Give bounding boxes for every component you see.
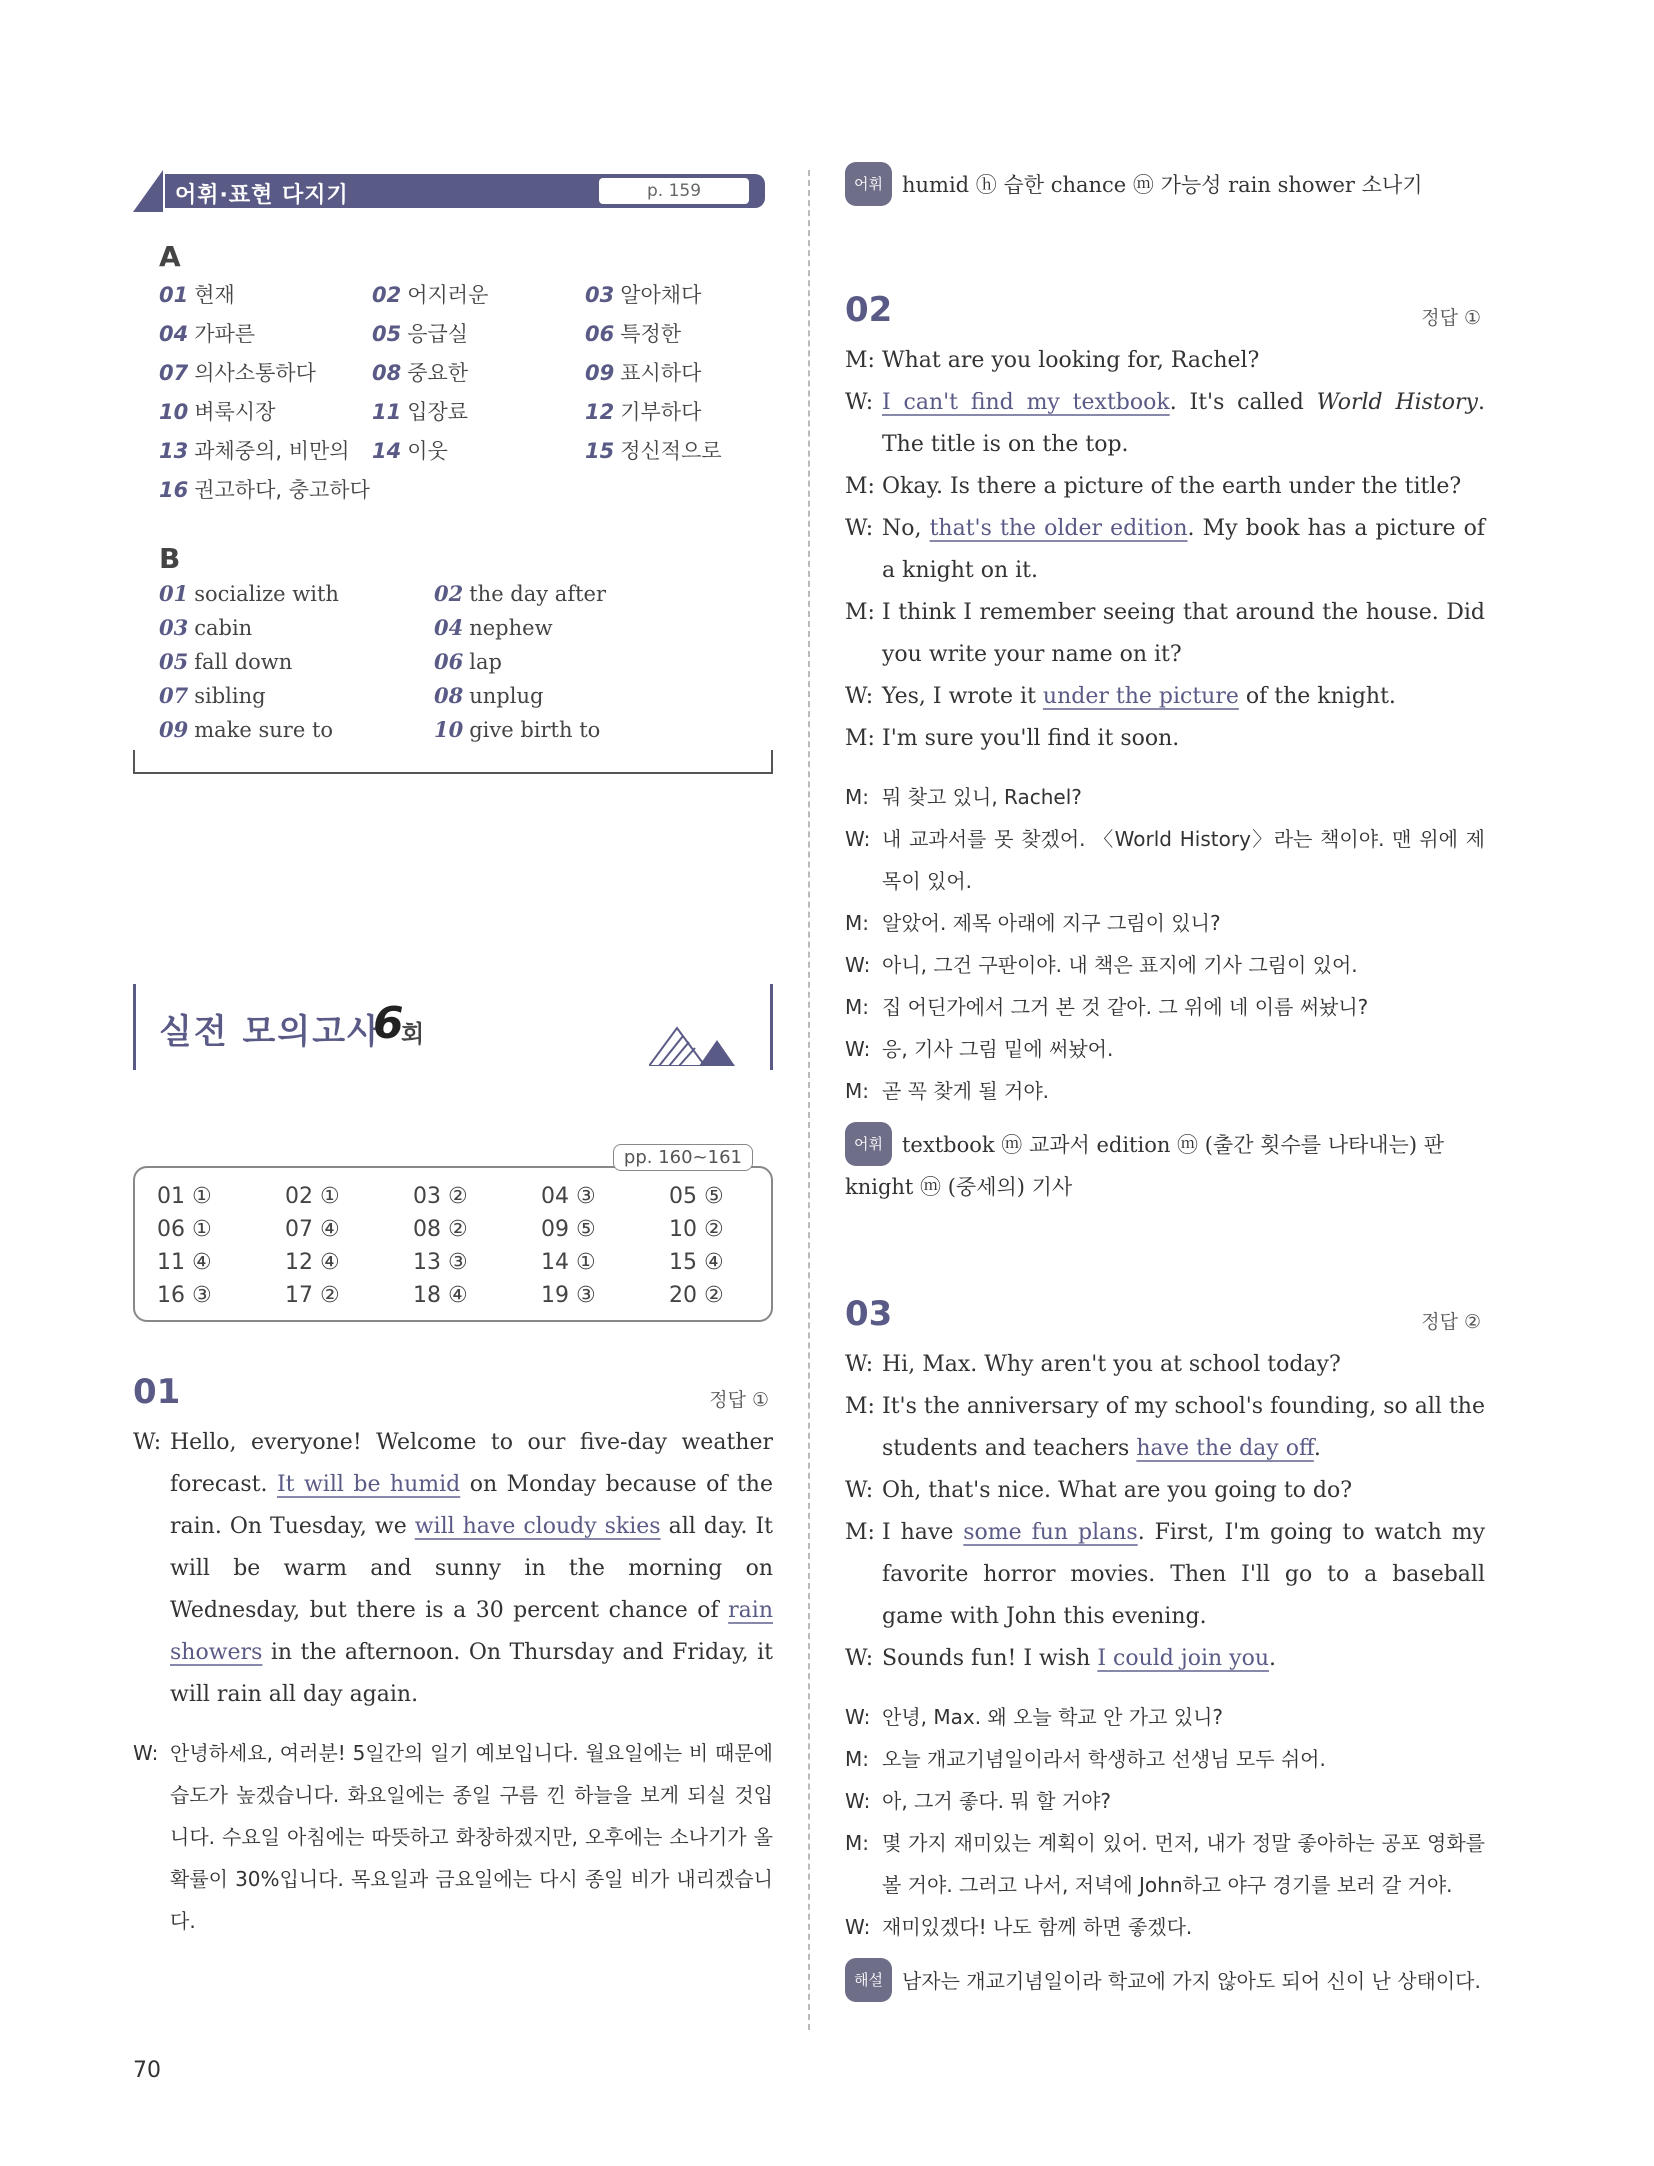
answer-item: 08 ② <box>413 1217 468 1242</box>
translation-line <box>845 776 1485 818</box>
vocab-item-number: 07 <box>159 361 189 385</box>
speaker-label: W: <box>845 1915 871 1939</box>
vocab-item-text: cabin <box>194 616 253 640</box>
speaker-label: W: <box>845 516 874 541</box>
answer-item: 07 ④ <box>285 1217 340 1242</box>
speaker-label: W: <box>845 1478 874 1503</box>
vocab-item <box>159 318 372 348</box>
translation-line <box>845 1696 1485 1738</box>
vocab-item-number: 12 <box>585 400 615 424</box>
vocab-item-number: 11 <box>372 400 402 424</box>
vocab-item <box>585 279 785 309</box>
dialogue-line <box>845 508 1485 592</box>
vocab-item-text: socialize with <box>194 582 339 606</box>
vocab-item <box>159 435 372 465</box>
vocab-item-number: 15 <box>585 439 615 463</box>
speaker-label: M: <box>845 1394 875 1419</box>
speaker-label: W: <box>845 827 871 851</box>
vocab-item <box>372 318 585 348</box>
answer-item: 06 ① <box>157 1217 212 1242</box>
line-text <box>882 1512 1485 1638</box>
q02-header <box>845 290 1485 330</box>
answer-item: 14 ① <box>541 1250 596 1275</box>
dialogue-line <box>845 340 1485 382</box>
q03-explanation <box>845 1958 1485 2002</box>
vocab-item-number: 02 <box>372 283 402 307</box>
answer-item: 09 ⑤ <box>541 1217 596 1242</box>
speaker-label: W: <box>845 1646 874 1671</box>
line-text <box>882 508 1485 592</box>
vocab-item-number: 14 <box>372 439 402 463</box>
speaker-label: W: <box>845 390 874 415</box>
speaker-label: M: <box>845 995 869 1019</box>
text-segment: . <box>1313 1436 1321 1461</box>
translation-text: 몇 가지 재미있는 계획이 있어. 먼저, 내가 정말 좋아하는 공포 영화를 볼 거야. 그러고 나서, 저녁에 John하고 야구 경기를 보러 갈 거야. <box>882 1831 1485 1897</box>
answer-item: 02 ① <box>285 1184 340 1209</box>
vocab-item-text: 응급실 <box>407 322 469 346</box>
text-segment: Hi, Max. Why aren't you at school today? <box>882 1352 1341 1377</box>
line-text <box>882 676 1485 718</box>
vocab-item-number: 06 <box>585 322 615 346</box>
text-segment: . It's called <box>1169 390 1317 415</box>
answer-key <box>133 1147 773 1322</box>
vocab-item <box>372 435 585 465</box>
text-segment: Yes, I wrote it <box>882 684 1043 709</box>
vocab-item-number: 16 <box>159 478 189 502</box>
vocab-item-text: lap <box>469 650 502 674</box>
answer-item: 15 ④ <box>669 1250 724 1275</box>
vocab-item <box>372 279 585 309</box>
text-segment: World History <box>1316 390 1478 415</box>
translation-text: 안녕, Max. 왜 오늘 학교 안 가고 있니? <box>882 1705 1224 1729</box>
translation-text: 곧 꼭 찾게 될 거야. <box>882 1079 1050 1103</box>
q02-vocab-note <box>845 1122 1485 1208</box>
line-text <box>882 466 1485 508</box>
dialogue-line <box>845 466 1485 508</box>
vocab-item-text: 현재 <box>194 283 235 307</box>
header-triangle <box>133 170 163 212</box>
q01-header <box>133 1372 773 1412</box>
q02-answer: 정답 ① <box>1421 307 1481 329</box>
text-segment: of the knight. <box>1238 684 1396 709</box>
vocab-item-text: 입장료 <box>407 400 469 424</box>
vocab-item <box>585 435 785 465</box>
answer-item: 10 ② <box>669 1217 724 1242</box>
mock-number: 6 <box>373 998 404 1049</box>
vocab-item <box>585 396 785 426</box>
answer-item: 03 ② <box>413 1184 468 1209</box>
key-phrase: under the picture <box>1042 684 1239 709</box>
answer-item: 19 ③ <box>541 1283 596 1308</box>
vocab-item-text: nephew <box>469 616 553 640</box>
vocab-item-number: 03 <box>585 283 615 307</box>
text-segment: Sounds fun! I wish <box>882 1646 1098 1671</box>
vocab-item <box>159 474 372 504</box>
q01-vocab: humid ⓗ 습한 chance ⓜ 가능성 rain shower 소나기 <box>901 173 1423 197</box>
vocab-item-text: 어지러운 <box>407 283 489 307</box>
q02-number: 02 <box>845 290 893 330</box>
translation-line <box>845 1780 1485 1822</box>
speaker-label: W: <box>845 1352 874 1377</box>
vocab-item-text: sibling <box>194 684 266 708</box>
q02-vocab: textbook ⓜ 교과서 edition ⓜ (출간 횟수를 나타내는) 판 knight ⓜ (중세의) 기사 <box>845 1133 1445 1199</box>
translation-line <box>845 1028 1485 1070</box>
speaker-label: M: <box>845 726 875 751</box>
mock-exam-banner <box>133 984 773 1074</box>
speaker-label: M: <box>845 1079 869 1103</box>
speaker-label: W: <box>845 1705 871 1729</box>
dialogue-line <box>845 592 1485 676</box>
speaker-label: M: <box>845 348 875 373</box>
translation-text: 재미있겠다! 나도 함께 하면 좋겠다. <box>882 1915 1193 1939</box>
text-segment: . <box>1268 1646 1276 1671</box>
speaker-label: M: <box>845 1520 875 1545</box>
speaker-label: W: <box>133 1741 159 1765</box>
translation-text: 알았어. 제목 아래에 지구 그림이 있니? <box>882 911 1221 935</box>
key-phrase: that's the older edition <box>929 516 1188 541</box>
text-segment: . First, I'm going to watch my favorite horror movies. Then I'll go to a baseball game with John this evening. <box>882 1520 1486 1629</box>
line-text <box>882 340 1485 382</box>
vocab-item-text: 표시하다 <box>620 361 702 385</box>
answer-item: 04 ③ <box>541 1184 596 1209</box>
vocab-item-text: the day after <box>469 582 607 606</box>
vocab-item-text: 기부하다 <box>620 400 702 424</box>
answer-item: 20 ② <box>669 1283 724 1308</box>
explanation-tag: 해설 <box>845 1958 892 2002</box>
dialogue-line <box>845 1512 1485 1638</box>
text-segment: I think I remember seeing that around the house. Did you write your name on it? <box>882 600 1485 667</box>
answer-item: 11 ④ <box>157 1250 212 1275</box>
speaker-label: M: <box>845 600 875 625</box>
vocab-bracket <box>133 750 773 774</box>
vocab-item <box>434 717 709 742</box>
vocab-item <box>159 279 372 309</box>
vocab-item-number: 03 <box>159 615 189 640</box>
q02-dialogue <box>845 340 1485 760</box>
translation-text: 내 교과서를 못 찾겠어. 〈World History〉라는 책이야. 맨 위에 제목이 있어. <box>882 827 1485 893</box>
vocab-item-number: 05 <box>159 649 189 674</box>
line-text <box>882 1638 1485 1680</box>
q03-explanation-text: 남자는 개교기념일이라 학교에 가지 않아도 되어 신이 난 상태이다. <box>901 1969 1481 1993</box>
q03-dialogue <box>845 1344 1485 1680</box>
line-text <box>882 592 1485 676</box>
answer-page-ref: pp. 160~161 <box>613 1144 753 1171</box>
text-segment: Hello, everyone! Welcome to our five-day weather forecast. <box>170 1430 773 1497</box>
translation-line <box>845 902 1485 944</box>
dialogue-line <box>845 382 1485 466</box>
vocab-item-number: 06 <box>434 649 464 674</box>
translation-line <box>845 944 1485 986</box>
text-segment: . The title is on the top. <box>882 390 1485 457</box>
vocab-item-number: 01 <box>159 283 189 307</box>
vocab-item-text: 과체중의, 비만의 <box>194 439 350 463</box>
text-segment: I'm sure you'll find it soon. <box>882 726 1180 751</box>
line-text <box>882 1386 1485 1470</box>
vocab-item <box>159 615 434 640</box>
column-divider <box>808 170 810 2030</box>
answer-item: 12 ④ <box>285 1250 340 1275</box>
key-phrase: I can't find my textbook <box>882 390 1170 415</box>
vocab-item-number: 05 <box>372 322 402 346</box>
vocab-item <box>159 396 372 426</box>
vocab-item <box>585 318 785 348</box>
vocab-item <box>434 581 709 606</box>
vocab-item <box>159 683 434 708</box>
answer-grid <box>133 1166 773 1322</box>
translation-text: 집 어딘가에서 그거 본 것 같아. 그 위에 네 이름 써놨니? <box>882 995 1369 1019</box>
key-phrase: will have cloudy skies <box>414 1514 661 1539</box>
vocab-item <box>159 717 434 742</box>
vocab-page-ref: p. 159 <box>599 178 749 204</box>
translation-text: 오늘 개교기념일이라서 학생하고 선생님 모두 쉬어. <box>882 1747 1326 1771</box>
translation-line <box>133 1732 773 1942</box>
vocab-item-number: 08 <box>372 361 402 385</box>
translation-line <box>845 1906 1485 1948</box>
vocab-item <box>434 649 709 674</box>
vocab-header <box>133 170 773 218</box>
speaker-label: W: <box>845 684 874 709</box>
key-phrase: It will be humid <box>276 1472 461 1497</box>
q03-translation <box>845 1696 1485 1948</box>
answer-item: 01 ① <box>157 1184 212 1209</box>
text-segment: I have <box>882 1520 964 1545</box>
key-phrase: rain showers <box>170 1598 773 1665</box>
speaker-label: M: <box>845 1831 869 1855</box>
dialogue-line <box>845 1638 1485 1680</box>
vocab-item-text: fall down <box>194 650 293 674</box>
vocab-item <box>372 396 585 426</box>
dialogue-line <box>845 676 1485 718</box>
q01-number: 01 <box>133 1372 181 1412</box>
vocab-item-text: 정신적으로 <box>620 439 722 463</box>
answer-item: 16 ③ <box>157 1283 212 1308</box>
vocab-item <box>434 683 709 708</box>
q01-answer: 정답 ① <box>709 1389 769 1411</box>
dialogue-line <box>845 718 1485 760</box>
q01-vocab-note <box>845 162 1485 206</box>
key-phrase: have the day off <box>1136 1436 1314 1461</box>
line-text <box>882 718 1485 760</box>
vocab-item-number: 01 <box>159 581 189 606</box>
answer-item: 13 ③ <box>413 1250 468 1275</box>
translation-line <box>845 1070 1485 1112</box>
vocab-a-list <box>159 279 773 504</box>
text-segment: No, <box>882 516 930 541</box>
vocab-item-text: 이웃 <box>407 439 448 463</box>
translation-text: 아, 그거 좋다. 뭐 할 거야? <box>882 1789 1111 1813</box>
speaker-label: M: <box>845 1747 869 1771</box>
line-text <box>882 382 1485 466</box>
translation-text: 응, 기사 그림 밑에 써놨어. <box>882 1037 1114 1061</box>
speaker-label: W: <box>845 953 871 977</box>
left-column <box>133 170 773 1942</box>
vocab-item <box>372 357 585 387</box>
q01-translation <box>133 1732 773 1942</box>
q03-answer: 정답 ② <box>1421 1311 1481 1333</box>
translation-text: 아니, 그건 구판이야. 내 책은 표지에 기사 그림이 있어. <box>882 953 1358 977</box>
vocab-item-number: 10 <box>434 717 464 742</box>
vocab-item <box>585 357 785 387</box>
translation-text: 뭐 찾고 있니, Rachel? <box>882 785 1082 809</box>
dialogue-line <box>845 1344 1485 1386</box>
vocab-item-text: 권고하다, 충고하다 <box>194 478 370 502</box>
speaker-label: W: <box>133 1430 162 1455</box>
vocab-item-text: 가파른 <box>194 322 256 346</box>
key-phrase: some fun plans <box>963 1520 1138 1545</box>
translation-line <box>845 1738 1485 1780</box>
vocab-item-number: 08 <box>434 683 464 708</box>
text-segment: . My book has a picture of a knight on it. <box>882 516 1485 583</box>
vocab-item-text: 특정한 <box>620 322 682 346</box>
speaker-label: W: <box>845 1789 871 1813</box>
speaker-label: M: <box>845 911 869 935</box>
text-segment: on Monday because of the rain. On Tuesday, we <box>170 1472 773 1539</box>
vocab-item-number: 10 <box>159 400 189 424</box>
answer-item: 18 ④ <box>413 1283 468 1308</box>
q01-dialogue <box>133 1422 773 1716</box>
vocab-item-number: 07 <box>159 683 189 708</box>
translation-line <box>845 1822 1485 1906</box>
vocab-item <box>159 649 434 674</box>
vocab-item-text: 의사소통하다 <box>194 361 316 385</box>
vocab-item-number: 09 <box>585 361 615 385</box>
text-segment: in the afternoon. On Thursday and Friday, it will rain all day again. <box>170 1640 773 1707</box>
dialogue-line <box>845 1386 1485 1470</box>
text-segment: What are you looking for, Rachel? <box>882 348 1260 373</box>
vocab-item-text: unplug <box>469 684 544 708</box>
text-segment: Okay. Is there a picture of the earth under the title? <box>882 474 1462 499</box>
speaker-label: M: <box>845 474 875 499</box>
mountain-icon <box>649 1024 739 1066</box>
vocab-item-text: 중요한 <box>407 361 469 385</box>
vocab-tag: 어휘 <box>845 1122 892 1166</box>
vocab-b-list <box>159 581 773 742</box>
vocab-tag: 어휘 <box>845 162 892 206</box>
vocab-item-number: 04 <box>159 322 189 346</box>
vocab-item-text: give birth to <box>469 718 601 742</box>
line-text <box>882 1470 1485 1512</box>
vocab-item <box>159 357 372 387</box>
text-segment: all day. It will be warm and sunny in the morning on Wednesday, but there is a 30 percent chance of <box>170 1514 773 1623</box>
vocab-item-number: 04 <box>434 615 464 640</box>
dialogue-line <box>845 1470 1485 1512</box>
text-segment: Oh, that's nice. What are you going to do? <box>882 1478 1353 1503</box>
translation-text: 안녕하세요, 여러분! 5일간의 일기 예보입니다. 월요일에는 비 때문에 습도가 높겠습니다. 화요일에는 종일 구름 낀 하늘을 보게 되실 것입니다. 수요일 아침에는 따뜻하고 화창하겠지만, 오후에는 소나기가 올 확률이 30%입니다. 목요일과 금요일에는 다시 종일 비가 내리겠습니다. <box>170 1741 773 1933</box>
translation-line <box>845 818 1485 902</box>
speaker-label: M: <box>845 785 869 809</box>
q03-number: 03 <box>845 1294 893 1334</box>
mock-title: 실전 모의고사 <box>159 1012 382 1052</box>
vocab-item-number: 13 <box>159 439 189 463</box>
line-text <box>170 1422 773 1716</box>
q03-header <box>845 1294 1485 1334</box>
right-column <box>845 170 1485 2002</box>
vocab-item-text: 알아채다 <box>620 283 702 307</box>
vocab-item <box>434 615 709 640</box>
text-segment: It's the anniversary of my school's founding, so all the students and teachers <box>882 1394 1485 1461</box>
vocab-item-text: make sure to <box>194 718 334 742</box>
section-b-label: B <box>159 542 181 575</box>
answer-item: 05 ⑤ <box>669 1184 724 1209</box>
vocab-item-number: 02 <box>434 581 464 606</box>
answer-item: 17 ② <box>285 1283 340 1308</box>
page-number: 70 <box>133 2058 161 2083</box>
key-phrase: I could join you <box>1097 1646 1269 1671</box>
line-text <box>882 1344 1485 1386</box>
vocab-item-text: 벼룩시장 <box>194 400 276 424</box>
vocab-item <box>159 581 434 606</box>
vocab-item-number: 09 <box>159 717 189 742</box>
translation-line <box>845 986 1485 1028</box>
vocab-title: 어휘·표현 다지기 <box>175 183 349 208</box>
mock-suffix: 회 <box>401 1020 425 1048</box>
speaker-label: W: <box>845 1037 871 1061</box>
q02-translation <box>845 776 1485 1112</box>
dialogue-line <box>133 1422 773 1716</box>
section-a-label: A <box>159 240 181 273</box>
